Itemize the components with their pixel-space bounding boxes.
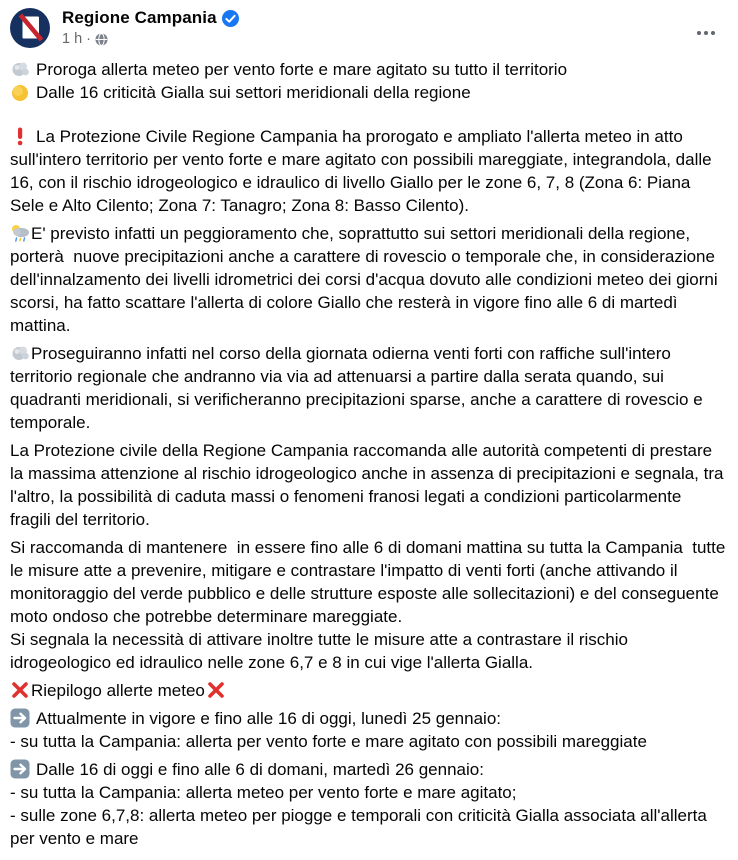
recap-heading: Riepilogo allerte meteo: [10, 679, 726, 702]
meta-separator: ·: [86, 31, 92, 47]
timestamp[interactable]: 1 h: [62, 31, 83, 47]
recap-block2-item: - su tutta la Campania: allerta meteo per vento forte e mare agitato;: [10, 783, 517, 802]
intro-line-1: Proroga allerta meteo per vento forte e mare agitato su tutto il territorio: [10, 58, 726, 81]
cross-mark-icon: [206, 680, 226, 700]
ellipsis-icon: [696, 23, 716, 43]
paragraph-measures: Si raccomanda di mantenere in essere fino alle 6 di domani mattina su tutta la Campania tutte le misure atte a prevenire, mitigare e contrastare l'impatto di venti forti (anche attivando il monitoraggio del verde pubblico e delle strutture esposte alle sollecitazioni) e del conseguente moto ondoso che potrebbe determinare mareggiate.: [10, 538, 731, 626]
more-options-button[interactable]: [690, 20, 722, 46]
post-meta: [62, 31, 690, 47]
wind-face-icon: [10, 59, 30, 79]
wind-face-icon: [10, 343, 30, 363]
paragraph-winds-continue: Proseguiranno infatti nel corso della giornata odierna venti forti con raffiche sull'intero territorio regionale che andranno via via ad attenuarsi a partire dalla serata quando, sui quadranti meridionali, si verificheranno precipitazioni sparse, anche a carattere di rovescio e temporale.: [10, 344, 708, 432]
regione-campania-logo-icon: [10, 8, 50, 48]
intro-line-2: Dalle 16 criticità Gialla sui settori meridionali della regione: [10, 81, 726, 104]
post-body: [0, 52, 738, 860]
header-info: [62, 8, 690, 47]
right-arrow-icon: [10, 708, 30, 728]
recap-block2-item: - sulle zone 6,7,8: allerta meteo per piogge e temporali con criticità Gialla associata all'allerta per vento e mare: [10, 806, 712, 848]
page-name[interactable]: Regione Campania: [62, 8, 217, 27]
yellow-circle-icon: [10, 82, 30, 102]
blank-line: [10, 104, 726, 125]
red-exclamation-icon: [10, 126, 30, 146]
cross-mark-icon: [10, 680, 30, 700]
paragraph-measures-zones: Si segnala la necessità di attivare inoltre tutte le misure atte a contrastare il rischio idrogeologico ed idraulico nelle zone 6,7 e 8 in cui vige l'allerta Gialla.: [10, 630, 633, 672]
sun-rain-cloud-icon: [10, 223, 30, 243]
verified-badge-icon: [222, 10, 239, 27]
recap-block2-title: Dalle 16 di oggi e fino alle 6 di domani, martedì 26 gennaio:: [10, 758, 726, 781]
post-header: [0, 0, 738, 52]
paragraph-alert-extension: La Protezione Civile Regione Campania ha prorogato e ampliato l'allerta meteo in atto sull'intero territorio per vento forte e mare agitato con possibili mareggiate, integrandola, dalle 16, con il rischio idrogeologico e idraulico di livello Giallo per le zone 6, 7, 8 (Zona 6: Piana Sele e Alto Cilento; Zona 7: Tanagro; Zona 8: Basso Cilento).: [10, 127, 717, 215]
paragraph-worsening-forecast: E' previsto infatti un peggioramento che, soprattutto sui settori meridionali della regione, porterà nuove precipitazioni anche a carattere di rovescio o temporale che, in considerazione dell'innalzamento dei livelli idrometrici dei corsi d'acqua dovuto alle condizioni meteo dei giorni scorsi, ha fatto scattare l'allerta di colore Giallo che resterà in vigore fino alle 6 di martedì mattina.: [10, 224, 723, 335]
right-arrow-icon: [10, 759, 30, 779]
paragraph-recommendations: La Protezione civile della Regione Campania raccomanda alle autorità competenti di prestare la massima attenzione al rischio idrogeologico anche in assenza di precipitazioni e segnala, tra l'altro, la possibilità di caduta massi o fenomeni franosi legati a condizioni particolarmente fragili del territorio.: [10, 441, 729, 529]
recap-block1-item: - su tutta la Campania: allerta per vento forte e mare agitato con possibili mareggiate: [10, 732, 647, 751]
avatar[interactable]: [10, 8, 50, 48]
recap-block1-title: Attualmente in vigore e fino alle 16 di oggi, lunedì 25 gennaio:: [10, 707, 726, 730]
globe-icon: [95, 33, 108, 46]
